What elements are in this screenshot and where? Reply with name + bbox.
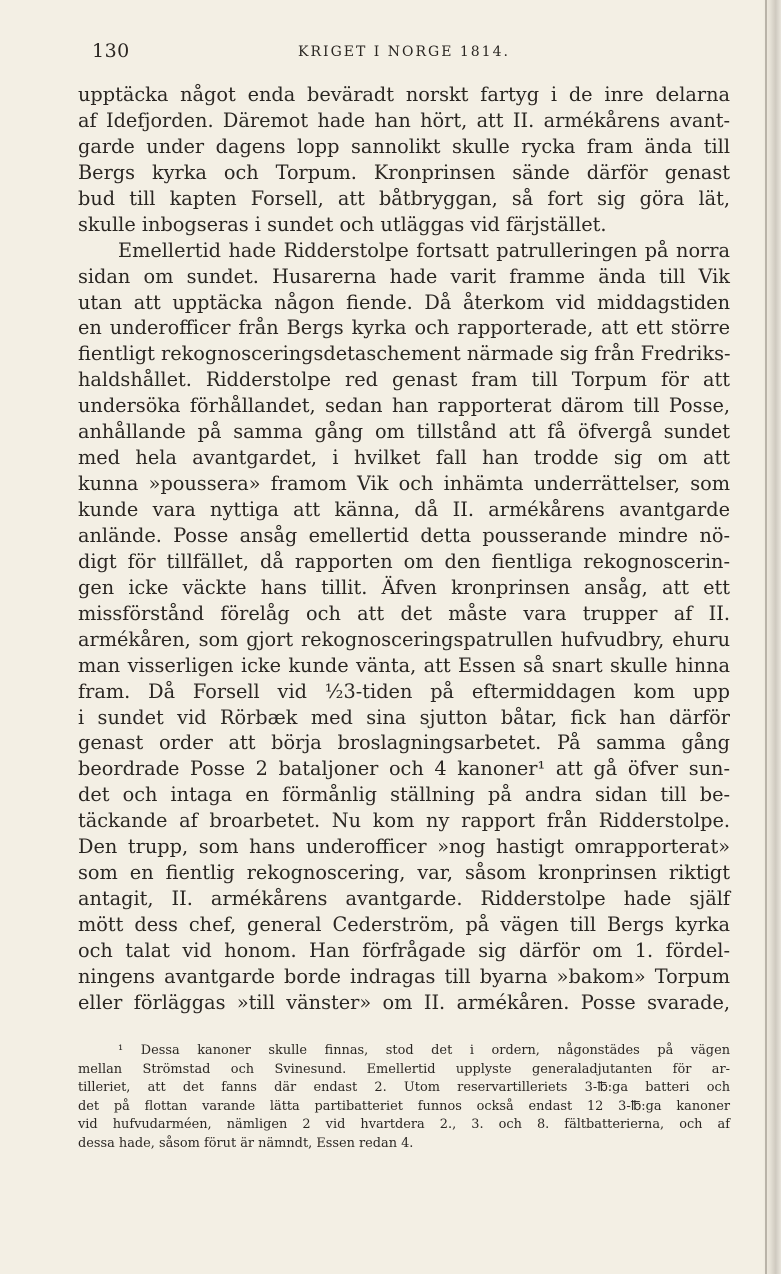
text-line: undersöka förhållandet, sedan han rapporterat därom till Posse, bbox=[78, 394, 730, 418]
footnote-line: ¹ Dessa kanoner skulle finnas, stod det i ordern, någonstädes på vägen bbox=[118, 1043, 730, 1058]
page-number: 130 bbox=[92, 40, 130, 62]
text-line: upptäcka något enda beväradt norskt fartyg i de inre delarna bbox=[78, 83, 730, 106]
text-line: man visserligen icke kunde vänta, att Essen så snart skulle hinna bbox=[78, 653, 730, 677]
text-line: utan att upptäcka någon fiende. Då återkom vid middagstiden bbox=[78, 290, 730, 314]
text-line: Bergs kyrka och Torpum. Kronprinsen sände därför genast bbox=[78, 160, 730, 184]
text-line: garde under dagens lopp sannolikt skulle rycka fram ända till bbox=[78, 134, 730, 158]
text-line: bud till kapten Forsell, att båtbryggan, så fort sig göra lät, bbox=[78, 186, 730, 210]
text-line: täckande af broarbetet. Nu kom ny rapport från Ridderstolpe. bbox=[78, 809, 730, 833]
footnote-line: vid hufvudarméen, nämligen 2 vid hvartdera 2., 3. och 8. fältbatterierna, och af bbox=[78, 1117, 730, 1133]
page-edge-shadow bbox=[765, 0, 767, 1274]
text-line: en underofficer från Bergs kyrka och rapporterade, att ett större bbox=[78, 316, 730, 340]
text-line: armékåren, som gjort rekognosceringspatrullen hufvudbry, ehuru bbox=[78, 627, 730, 651]
text-line: af Idefjorden. Däremot hade han hört, att II. armékårens avant- bbox=[78, 108, 730, 132]
text-line: missförstånd förelåg och att det måste vara trupper af II. bbox=[78, 601, 730, 625]
text-line: som en fientlig rekognoscering, var, såsom kronprinsen riktigt bbox=[78, 861, 730, 885]
footnote-line: mellan Strömstad och Svinesund. Emellertid upplyste generaladjutanten för ar- bbox=[78, 1061, 730, 1077]
text-line: gen icke väckte hans tillit. Äfven kronprinsen ansåg, att ett bbox=[78, 575, 730, 599]
text-line: fientligt rekognosceringsdetaschement närmade sig från Fredriks- bbox=[78, 342, 731, 366]
text-line: med hela avantgardet, i hvilket fall han trodde sig om att bbox=[78, 446, 730, 470]
text-line: i sundet vid Rörbæk med sina sjutton båtar, fick han därför bbox=[78, 705, 730, 729]
text-line: kunna »poussera» framom Vik och inhämta underrättelser, som bbox=[78, 472, 730, 496]
footnote-line: tilleriet, att det fanns där endast 2. Utom reservartilleriets 3-℔:ga batteri och bbox=[78, 1080, 730, 1096]
text-line: haldshållet. Ridderstolpe red genast fram till Torpum för att bbox=[78, 368, 730, 392]
body-text bbox=[78, 82, 730, 1016]
text-line: anlände. Posse ansåg emellertid detta pousserande mindre nö- bbox=[78, 523, 730, 547]
text-line: sidan om sundet. Husarerna hade varit framme ända till Vik bbox=[78, 264, 730, 288]
text-line: anhållande på samma gång om tillstånd att få öfvergå sundet bbox=[78, 420, 730, 444]
footnotes bbox=[78, 1042, 730, 1154]
footnote-line: det på flottan varande lätta partibatteriet funnos också endast 12 3-℔:ga kanoner bbox=[78, 1098, 730, 1114]
text-line: mött dess chef, general Cederström, på vägen till Bergs kyrka bbox=[78, 913, 730, 936]
text-line: fram. Då Forsell vid ½3-tiden på eftermiddagen kom upp bbox=[78, 679, 730, 703]
text-line: det och intaga en förmånlig ställning på andra sidan till be- bbox=[78, 783, 730, 807]
text-line: kunde vara nyttiga att känna, då II. armékårens avantgarde bbox=[78, 498, 730, 521]
text-line: genast order att börja broslagningsarbetet. På samma gång bbox=[78, 731, 730, 755]
text-line: ningens avantgarde borde indragas till byarna »bakom» Torpum bbox=[78, 964, 730, 988]
text-line: eller förläggas »till vänster» om II. armékåren. Posse svarade, bbox=[78, 990, 730, 1014]
text-line: beordrade Posse 2 bataljoner och 4 kanoner¹ att gå öfver sun- bbox=[78, 757, 730, 781]
page-header bbox=[78, 38, 730, 68]
text-line: skulle inbogseras i sundet och utläggas vid färjstället. bbox=[78, 212, 607, 236]
text-line: Emellertid hade Ridderstolpe fortsatt patrulleringen på norra bbox=[118, 238, 730, 262]
text-line: antagit, II. armékårens avantgarde. Ridderstolpe hade själf bbox=[78, 887, 730, 911]
text-line: och talat vid honom. Han förfrågade sig därför om 1. fördel- bbox=[78, 938, 730, 962]
footnote-line: dessa hade, såsom förut är nämndt, Essen redan 4. bbox=[78, 1135, 414, 1151]
running-head: KRIGET I NORGE 1814. bbox=[298, 44, 510, 60]
text-line: digt för tillfället, då rapporten om den fientliga rekognoscerin- bbox=[78, 549, 730, 573]
text-line: Den trupp, som hans underofficer »nog hastigt omrapporterat» bbox=[78, 835, 730, 859]
